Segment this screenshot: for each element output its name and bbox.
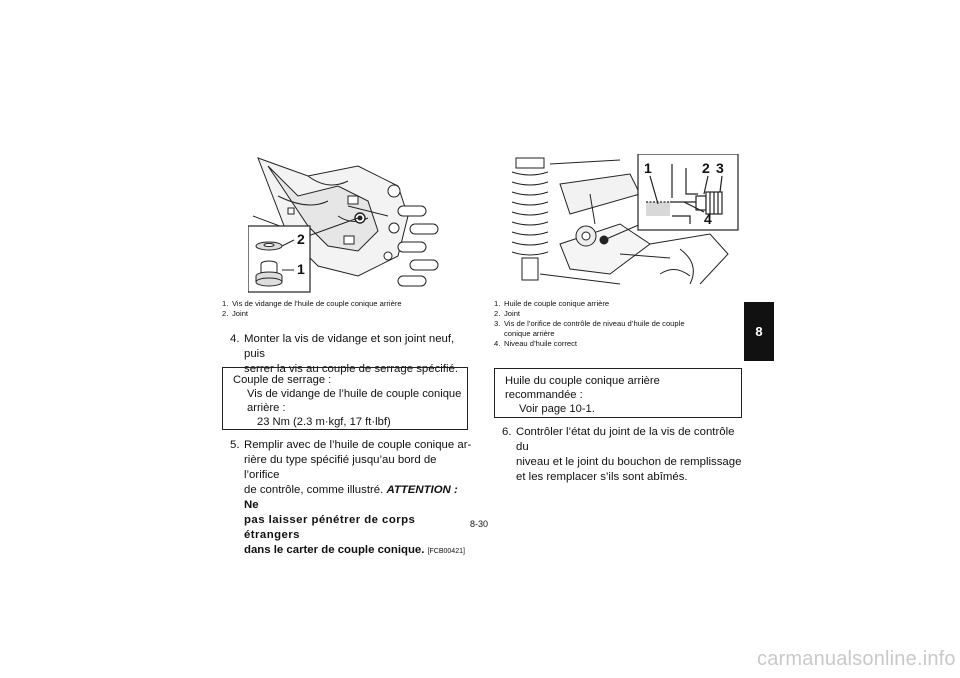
reference-code: [FCB00421] xyxy=(427,548,465,555)
right-figure-label-4: 4 xyxy=(704,211,712,227)
page-number: 8-30 xyxy=(470,519,489,529)
torque-title: Couple de serrage : xyxy=(233,374,332,386)
caption-row: 1. Huile de couple conique arrière xyxy=(494,299,610,308)
oil-level-drawing xyxy=(500,154,740,296)
caption-row: conique arrière xyxy=(504,329,555,338)
torque-value: 23 Nm (2.3 m·kgf, 17 ft·lbf) xyxy=(257,416,391,428)
caption-row: 3. Vis de l’orifice de contrôle de niveau d’huile de couple xyxy=(494,319,685,328)
caption-row: 2. Joint xyxy=(494,309,521,318)
oil-level-illustration xyxy=(500,154,740,296)
left-figure-label-1: 1 xyxy=(297,261,305,277)
drain-bolt-drawing xyxy=(248,156,470,296)
caption-row: 4. Niveau d’huile correct xyxy=(494,339,578,348)
right-figure-label-1: 1 xyxy=(644,160,652,176)
drain-bolt-illustration xyxy=(248,156,470,296)
caption-row: 1. Vis de vidange de l’huile de couple conique arrière xyxy=(222,299,402,308)
right-figure-label-3: 3 xyxy=(716,160,724,176)
left-figure-captions xyxy=(222,299,472,319)
left-figure-label-2: 2 xyxy=(297,231,305,247)
section-tab: 8 xyxy=(744,302,774,361)
caption-row: 2. Joint xyxy=(222,309,249,318)
torque-spec-box: Couple de serrage : Vis de vidange de l’huile de couple conique arrière : 23 Nm (2.3 m·kgf, 17 ft·lbf) xyxy=(222,367,468,430)
step-6: 6. Contrôler l’état du joint de la vis de contrôle du niveau et le joint du bouchon de remplissage et les remplacer s’ils sont abîmés. xyxy=(502,426,742,483)
right-figure-label-2: 2 xyxy=(702,160,710,176)
watermark: carmanualsonline.info xyxy=(757,648,956,670)
right-figure-captions xyxy=(494,299,744,349)
attention-label: ATTENTION : xyxy=(386,484,458,496)
step-4: 4. Monter la vis de vidange et son joint neuf, puis serrer la vis au couple de serrage spécifié. xyxy=(230,333,458,375)
step-5: 5. Remplir avec de l’huile de couple conique ar- rière du type spécifié jusqu’au bord de l’orifice de contrôle, comme illustré. ATTENTION : Ne pas laisser pénétrer de corps étrangers dans le carter de couple conique. [FCB00421] xyxy=(230,439,472,556)
shock-spring xyxy=(512,158,548,280)
see-page-reference: Voir page 10-1. xyxy=(519,403,595,415)
recommended-oil-box: Huile du couple conique arrière recommandée : Voir page 10-1. xyxy=(494,368,742,418)
